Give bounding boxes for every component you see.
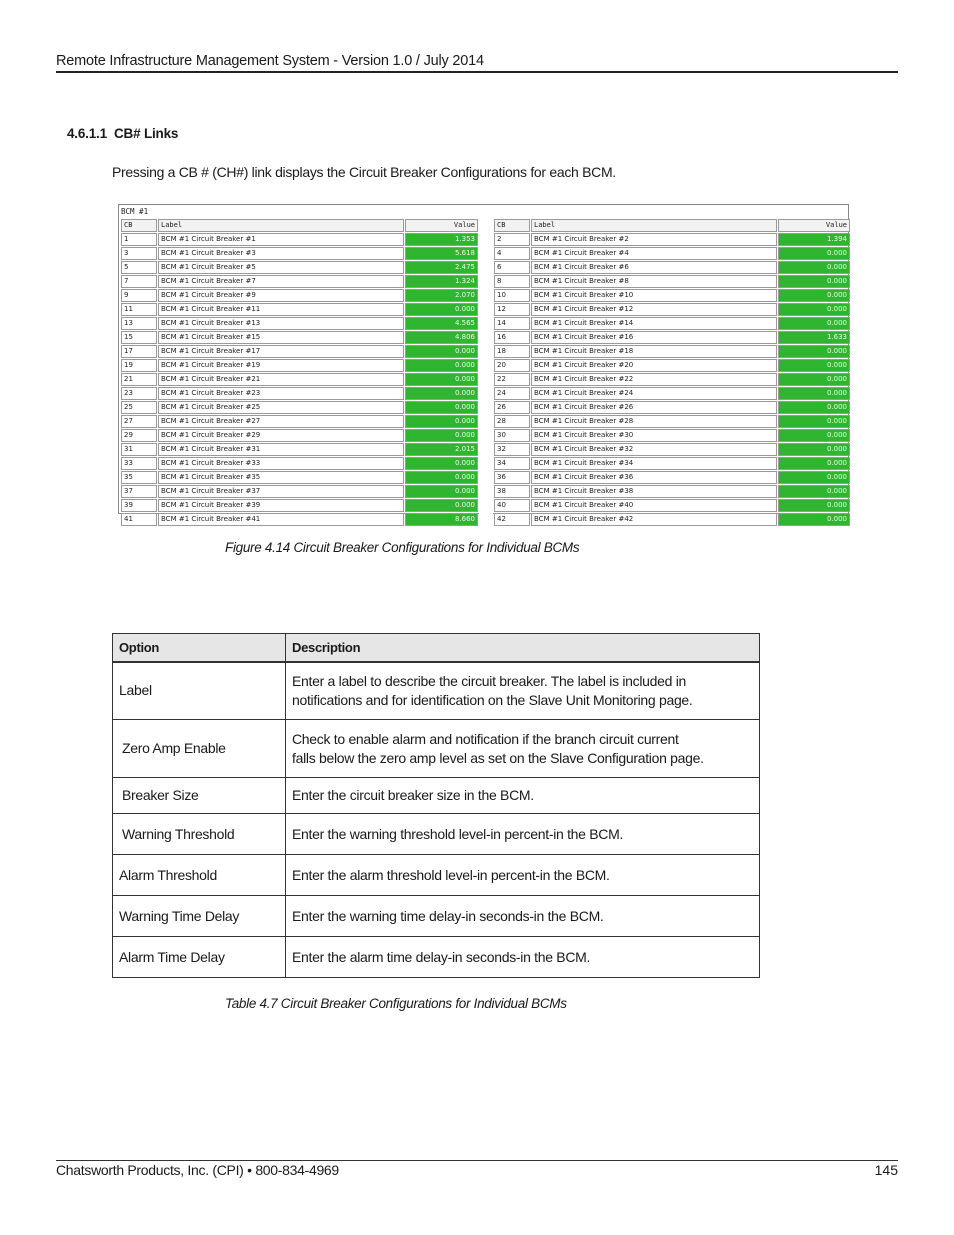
column-gap <box>479 233 493 246</box>
option-name: Alarm Time Delay <box>113 937 286 978</box>
breaker-value: 4.565 <box>405 317 478 330</box>
breaker-label: BCM #1 Circuit Breaker #9 <box>158 289 404 302</box>
page-number: 145 <box>874 1162 898 1178</box>
bcm-body <box>121 233 850 526</box>
breaker-value: 0.000 <box>405 345 478 358</box>
cb-link[interactable]: 30 <box>494 429 530 442</box>
breaker-value: 0.000 <box>405 429 478 442</box>
cb-link[interactable]: 7 <box>121 275 157 288</box>
breaker-value: 1.394 <box>778 233 850 246</box>
cb-link[interactable]: 33 <box>121 457 157 470</box>
breaker-label: BCM #1 Circuit Breaker #10 <box>531 289 777 302</box>
breaker-label: BCM #1 Circuit Breaker #19 <box>158 359 404 372</box>
cb-link[interactable]: 11 <box>121 303 157 316</box>
cb-link[interactable]: 22 <box>494 373 530 386</box>
cb-link[interactable]: 29 <box>121 429 157 442</box>
breaker-label: BCM #1 Circuit Breaker #7 <box>158 275 404 288</box>
figure-caption: Figure 4.14 Circuit Breaker Configurations for Individual BCMs <box>225 540 580 555</box>
breaker-label: BCM #1 Circuit Breaker #4 <box>531 247 777 260</box>
running-header: Remote Infrastructure Management System - Version 1.0 / July 2014 <box>56 53 484 69</box>
bcm-row <box>121 415 850 428</box>
options-row <box>113 662 760 720</box>
breaker-value: 0.000 <box>778 261 850 274</box>
column-gap <box>479 219 493 232</box>
breaker-label: BCM #1 Circuit Breaker #17 <box>158 345 404 358</box>
cb-link[interactable]: 18 <box>494 345 530 358</box>
breaker-label: BCM #1 Circuit Breaker #8 <box>531 275 777 288</box>
label-header: Label <box>158 219 404 232</box>
breaker-value: 0.000 <box>405 499 478 512</box>
bcm-row <box>121 247 850 260</box>
option-name: Warning Time Delay <box>113 896 286 937</box>
bcm-title: BCM #1 <box>121 207 149 216</box>
option-name: Warning Threshold <box>113 814 286 855</box>
breaker-value: 0.000 <box>405 401 478 414</box>
options-row <box>113 778 760 814</box>
cb-link[interactable]: 32 <box>494 443 530 456</box>
cb-link[interactable]: 1 <box>121 233 157 246</box>
bcm-row <box>121 303 850 316</box>
breaker-label: BCM #1 Circuit Breaker #37 <box>158 485 404 498</box>
breaker-value: 5.618 <box>405 247 478 260</box>
cb-link[interactable]: 26 <box>494 401 530 414</box>
column-gap <box>479 317 493 330</box>
column-gap <box>479 443 493 456</box>
options-row <box>113 720 760 778</box>
bcm-row <box>121 429 850 442</box>
options-body <box>113 662 760 978</box>
cb-link[interactable]: 9 <box>121 289 157 302</box>
cb-header: CB <box>494 219 530 232</box>
cb-link[interactable]: 12 <box>494 303 530 316</box>
column-gap <box>479 331 493 344</box>
footer-rule <box>56 1160 898 1161</box>
bcm-row <box>121 373 850 386</box>
column-gap <box>479 387 493 400</box>
cb-link[interactable]: 38 <box>494 485 530 498</box>
breaker-value: 0.000 <box>405 485 478 498</box>
bcm-row <box>121 485 850 498</box>
description-line: Enter the circuit breaker size in the BCM. <box>292 787 534 803</box>
description-line: Enter the alarm time delay-in seconds-in the BCM. <box>292 948 591 965</box>
bcm-row <box>121 499 850 512</box>
breaker-value: 0.000 <box>778 429 850 442</box>
breaker-value: 0.000 <box>405 373 478 386</box>
cb-link[interactable]: 17 <box>121 345 157 358</box>
cb-link[interactable]: 23 <box>121 387 157 400</box>
breaker-label: BCM #1 Circuit Breaker #35 <box>158 471 404 484</box>
breaker-value: 0.000 <box>778 289 850 302</box>
breaker-value: 0.000 <box>778 401 850 414</box>
column-gap <box>479 415 493 428</box>
cb-link[interactable]: 16 <box>494 331 530 344</box>
breaker-label: BCM #1 Circuit Breaker #32 <box>531 443 777 456</box>
cb-link[interactable]: 2 <box>494 233 530 246</box>
breaker-value: 0.000 <box>405 303 478 316</box>
breaker-value: 0.000 <box>778 303 850 316</box>
breaker-value: 0.000 <box>778 345 850 358</box>
cb-link[interactable]: 13 <box>121 317 157 330</box>
breaker-label: BCM #1 Circuit Breaker #36 <box>531 471 777 484</box>
option-description <box>286 778 760 814</box>
option-description <box>286 937 760 978</box>
breaker-label: BCM #1 Circuit Breaker #14 <box>531 317 777 330</box>
breaker-label: BCM #1 Circuit Breaker #22 <box>531 373 777 386</box>
column-gap <box>479 429 493 442</box>
cb-link[interactable]: 10 <box>494 289 530 302</box>
breaker-label: BCM #1 Circuit Breaker #1 <box>158 233 404 246</box>
bcm-row <box>121 387 850 400</box>
cb-link[interactable]: 20 <box>494 359 530 372</box>
breaker-value: 1.324 <box>405 275 478 288</box>
cb-link[interactable]: 34 <box>494 457 530 470</box>
breaker-label: BCM #1 Circuit Breaker #12 <box>531 303 777 316</box>
breaker-label: BCM #1 Circuit Breaker #26 <box>531 401 777 414</box>
options-table <box>112 633 760 978</box>
label-header: Label <box>531 219 777 232</box>
breaker-label: BCM #1 Circuit Breaker #11 <box>158 303 404 316</box>
description-line: Enter the alarm threshold level-in percent-in the BCM. <box>292 866 610 883</box>
value-header: Value <box>405 219 478 232</box>
breaker-value: 0.000 <box>405 471 478 484</box>
options-row <box>113 896 760 937</box>
cb-link[interactable]: 14 <box>494 317 530 330</box>
breaker-label: BCM #1 Circuit Breaker #30 <box>531 429 777 442</box>
breaker-label: BCM #1 Circuit Breaker #16 <box>531 331 777 344</box>
bcm-row <box>121 471 850 484</box>
column-gap <box>479 359 493 372</box>
column-gap <box>479 275 493 288</box>
column-gap <box>479 513 493 526</box>
breaker-value: 0.000 <box>405 387 478 400</box>
breaker-value: 0.000 <box>778 275 850 288</box>
breaker-value: 0.000 <box>778 415 850 428</box>
column-gap <box>479 261 493 274</box>
breaker-label: BCM #1 Circuit Breaker #34 <box>531 457 777 470</box>
breaker-label: BCM #1 Circuit Breaker #28 <box>531 415 777 428</box>
option-description <box>286 855 760 896</box>
breaker-value: 0.000 <box>778 359 850 372</box>
breaker-label: BCM #1 Circuit Breaker #27 <box>158 415 404 428</box>
breaker-value: 0.000 <box>778 317 850 330</box>
column-gap <box>479 457 493 470</box>
cb-header: CB <box>121 219 157 232</box>
cb-link[interactable]: 24 <box>494 387 530 400</box>
cb-link[interactable]: 21 <box>121 373 157 386</box>
cb-link[interactable]: 4 <box>494 247 530 260</box>
option-name: Zero Amp Enable <box>113 720 286 778</box>
breaker-value: 0.000 <box>778 485 850 498</box>
cb-link[interactable]: 15 <box>121 331 157 344</box>
breaker-label: BCM #1 Circuit Breaker #33 <box>158 457 404 470</box>
header-rule <box>56 71 898 73</box>
breaker-value: 0.000 <box>778 499 850 512</box>
bcm-row <box>121 443 850 456</box>
bcm-row <box>121 359 850 372</box>
breaker-value: 0.000 <box>778 373 850 386</box>
column-gap <box>479 373 493 386</box>
cb-link[interactable]: 3 <box>121 247 157 260</box>
breaker-value: 2.015 <box>405 443 478 456</box>
breaker-label: BCM #1 Circuit Breaker #13 <box>158 317 404 330</box>
cb-link[interactable]: 19 <box>121 359 157 372</box>
column-gap <box>479 401 493 414</box>
cb-link[interactable]: 8 <box>494 275 530 288</box>
column-gap <box>479 303 493 316</box>
option-description <box>286 896 760 937</box>
breaker-value: 0.000 <box>778 247 850 260</box>
bcm-row <box>121 261 850 274</box>
table-caption: Table 4.7 Circuit Breaker Configurations for Individual BCMs <box>225 996 567 1011</box>
bcm-row <box>121 513 850 526</box>
bcm-circuit-breaker-screenshot <box>118 204 849 523</box>
breaker-value: 0.000 <box>778 387 850 400</box>
bcm-row <box>121 233 850 246</box>
column-gap <box>479 345 493 358</box>
description-line: Check to enable alarm and notification if the branch circuit current <box>292 730 679 747</box>
description-line: Enter the warning time delay-in seconds-in the BCM. <box>292 907 604 924</box>
description-line: falls below the zero amp level as set on the Slave Configuration page. <box>292 749 704 766</box>
bcm-table <box>120 218 851 527</box>
breaker-label: BCM #1 Circuit Breaker #39 <box>158 499 404 512</box>
option-name: Alarm Threshold <box>113 855 286 896</box>
description-line: Enter a label to describe the circuit breaker. The label is included in <box>292 672 687 689</box>
cb-link[interactable]: 39 <box>121 499 157 512</box>
bcm-header-row <box>121 219 850 232</box>
breaker-label: BCM #1 Circuit Breaker #24 <box>531 387 777 400</box>
breaker-label: BCM #1 Circuit Breaker #18 <box>531 345 777 358</box>
option-header: Option <box>113 634 286 662</box>
bcm-row <box>121 457 850 470</box>
cb-link[interactable]: 41 <box>121 513 157 526</box>
footer-company: Chatsworth Products, Inc. (CPI) • 800-834-4969 <box>56 1162 339 1178</box>
options-row <box>113 855 760 896</box>
column-gap <box>479 485 493 498</box>
breaker-label: BCM #1 Circuit Breaker #21 <box>158 373 404 386</box>
breaker-label: BCM #1 Circuit Breaker #42 <box>531 513 777 526</box>
breaker-value: 0.000 <box>405 359 478 372</box>
breaker-label: BCM #1 Circuit Breaker #6 <box>531 261 777 274</box>
options-header-row <box>113 634 760 662</box>
breaker-value: 2.070 <box>405 289 478 302</box>
option-description <box>286 814 760 855</box>
breaker-label: BCM #1 Circuit Breaker #29 <box>158 429 404 442</box>
breaker-value: 4.806 <box>405 331 478 344</box>
breaker-value: 8.660 <box>405 513 478 526</box>
column-gap <box>479 499 493 512</box>
breaker-label: BCM #1 Circuit Breaker #20 <box>531 359 777 372</box>
cb-link[interactable]: 35 <box>121 471 157 484</box>
column-gap <box>479 247 493 260</box>
breaker-label: BCM #1 Circuit Breaker #23 <box>158 387 404 400</box>
cb-link[interactable]: 37 <box>121 485 157 498</box>
breaker-value: 0.000 <box>778 471 850 484</box>
breaker-label: BCM #1 Circuit Breaker #31 <box>158 443 404 456</box>
bcm-row <box>121 345 850 358</box>
bcm-row <box>121 401 850 414</box>
option-name: Breaker Size <box>113 778 286 814</box>
breaker-label: BCM #1 Circuit Breaker #41 <box>158 513 404 526</box>
breaker-label: BCM #1 Circuit Breaker #2 <box>531 233 777 246</box>
value-header: Value <box>778 219 850 232</box>
cb-link[interactable]: 25 <box>121 401 157 414</box>
cb-link[interactable]: 36 <box>494 471 530 484</box>
column-gap <box>479 471 493 484</box>
option-name: Label <box>113 662 286 720</box>
cb-link[interactable]: 27 <box>121 415 157 428</box>
breaker-value: 2.475 <box>405 261 478 274</box>
breaker-value: 1.353 <box>405 233 478 246</box>
breaker-value: 0.000 <box>778 457 850 470</box>
breaker-value: 0.000 <box>778 443 850 456</box>
bcm-row <box>121 331 850 344</box>
options-row <box>113 937 760 978</box>
cb-link[interactable]: 31 <box>121 443 157 456</box>
intro-paragraph: Pressing a CB # (CH#) link displays the Circuit Breaker Configurations for each BCM. <box>112 164 616 180</box>
option-description <box>286 720 760 778</box>
bcm-row <box>121 289 850 302</box>
cb-link[interactable]: 28 <box>494 415 530 428</box>
option-description <box>286 662 760 720</box>
bcm-row <box>121 275 850 288</box>
breaker-value: 1.633 <box>778 331 850 344</box>
description-line: notifications and for identification on the Slave Unit Monitoring page. <box>292 691 693 708</box>
description-line: Enter the warning threshold level-in percent-in the BCM. <box>292 825 624 842</box>
breaker-label: BCM #1 Circuit Breaker #40 <box>531 499 777 512</box>
cb-link[interactable]: 42 <box>494 513 530 526</box>
breaker-label: BCM #1 Circuit Breaker #5 <box>158 261 404 274</box>
breaker-value: 0.000 <box>405 415 478 428</box>
cb-link[interactable]: 6 <box>494 261 530 274</box>
section-heading: 4.6.1.1 CB# Links <box>67 126 179 141</box>
options-row <box>113 814 760 855</box>
bcm-row <box>121 317 850 330</box>
breaker-label: BCM #1 Circuit Breaker #25 <box>158 401 404 414</box>
breaker-value: 0.000 <box>405 457 478 470</box>
breaker-label: BCM #1 Circuit Breaker #3 <box>158 247 404 260</box>
breaker-label: BCM #1 Circuit Breaker #15 <box>158 331 404 344</box>
cb-link[interactable]: 5 <box>121 261 157 274</box>
cb-link[interactable]: 40 <box>494 499 530 512</box>
breaker-label: BCM #1 Circuit Breaker #38 <box>531 485 777 498</box>
description-header: Description <box>286 634 760 662</box>
column-gap <box>479 289 493 302</box>
breaker-value: 0.000 <box>778 513 850 526</box>
